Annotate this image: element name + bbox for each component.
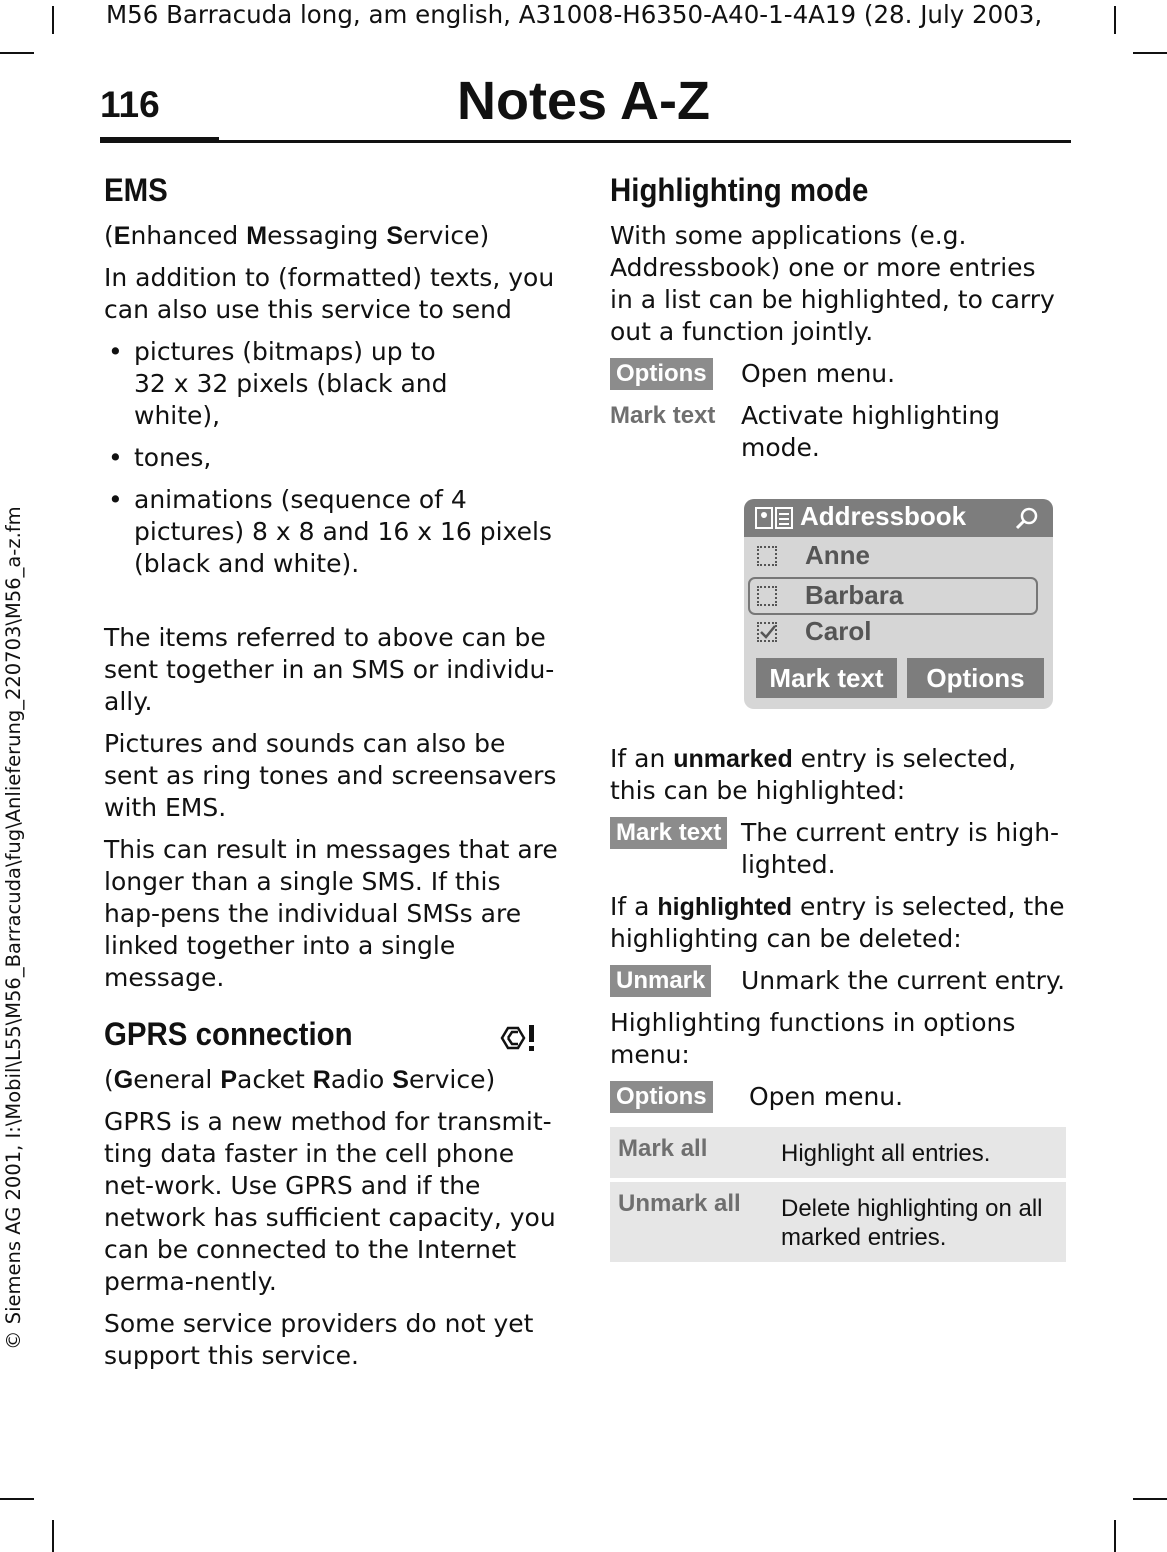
- gprs-paragraph: GPRS is a new method for transmit-ting data faster in the cell phone net-work. Use GPRS and if the network has sufficient capacity, you can be connected to the Internet perma-nently.: [104, 1107, 556, 1296]
- crop-mark: [1114, 1520, 1116, 1552]
- crop-mark: [0, 52, 34, 54]
- right-column-lower: [610, 743, 1066, 1266]
- gprs-expansion: (General Packet Radio Service): [104, 1065, 496, 1094]
- key-description: Unmark the current entry.: [741, 966, 1066, 995]
- crop-mark: [1114, 6, 1116, 34]
- unmark-softkey[interactable]: Unmark: [610, 965, 711, 997]
- functions-intro: Highlighting functions in options menu:: [610, 1008, 1016, 1069]
- title-rule-accent: [100, 137, 219, 143]
- key-description: Open menu.: [741, 359, 896, 388]
- addressbook-icon: [754, 505, 794, 531]
- crop-mark: [52, 6, 54, 34]
- page-number: 116: [100, 84, 160, 125]
- key-description: Open menu.: [749, 1082, 904, 1111]
- gprs-heading: GPRS connection: [104, 1016, 353, 1052]
- list-item: • tones,: [104, 442, 564, 474]
- entry-name: Anne: [805, 540, 870, 570]
- ems-paragraph: Pictures and sounds can also be sent as ring tones and screensavers with EMS.: [104, 729, 557, 822]
- highlighting-intro: With some applications (e.g. Addressbook) one or more entries in a list can be highlighted, to carry out a function jointly.: [610, 221, 1055, 346]
- key-description: Activate highlighting mode.: [741, 401, 1000, 462]
- running-head: M56 Barracuda long, am english, A31008-H6350-A40-1-4A19 (28. July 2003,: [106, 0, 1043, 29]
- ems-expansion: (Enhanced Messaging Service): [104, 221, 490, 250]
- list-item: • animations (sequence of 4 pictures) 8 x 8 and 16 x 16 pixels (black and white).: [104, 484, 559, 580]
- mark-text-button[interactable]: Mark text: [756, 658, 897, 698]
- options-button[interactable]: Options: [907, 658, 1044, 698]
- entry-name: Carol: [805, 616, 872, 646]
- phone-title-bar: [744, 499, 1053, 537]
- option-name: Mark all: [610, 1127, 773, 1178]
- options-softkey[interactable]: Options: [610, 358, 713, 390]
- list-item: • pictures (bitmaps) up to 32 x 32 pixels (black and white),: [104, 336, 464, 432]
- options-softkey[interactable]: Options: [610, 1081, 713, 1113]
- option-name: Unmark all: [610, 1182, 773, 1262]
- unmarked-paragraph: If an unmarked entry is selected, this can be highlighted:: [610, 744, 1017, 805]
- options-table: [610, 1123, 1066, 1266]
- ems-heading: EMS: [104, 172, 168, 208]
- crop-mark: [1133, 1498, 1167, 1500]
- phone-screen: [744, 499, 1053, 709]
- list-item[interactable]: [744, 613, 1053, 651]
- side-copyright: [2, 506, 32, 1380]
- crop-mark: [0, 1498, 34, 1500]
- highlighted-paragraph: If a highlighted entry is selected, the highlighting can be deleted:: [610, 892, 1065, 953]
- left-column: [104, 170, 564, 1382]
- checkbox-unmarked-icon: [757, 586, 777, 606]
- right-column: [610, 170, 1066, 474]
- crop-mark: [52, 1520, 54, 1552]
- list-item-selected[interactable]: [748, 577, 1038, 615]
- mark-text-softkey[interactable]: Mark text: [610, 817, 727, 849]
- crop-mark: [1133, 52, 1167, 54]
- search-icon[interactable]: [1014, 507, 1040, 531]
- ems-bullet-list: [104, 336, 564, 580]
- phone-title: Addressbook: [800, 501, 967, 531]
- key-row: [610, 817, 1066, 881]
- checkbox-unmarked-icon: [757, 546, 777, 566]
- table-row: [610, 1182, 1066, 1262]
- checkmark-icon: [758, 623, 778, 641]
- option-description: Highlight all entries.: [773, 1127, 1066, 1178]
- gprs-icon: [498, 1022, 538, 1054]
- table-row: [610, 1127, 1066, 1178]
- mark-text-label: Mark text: [610, 402, 716, 429]
- option-description: Delete highlighting on all marked entries.: [773, 1182, 1066, 1262]
- entry-name: Barbara: [805, 580, 904, 610]
- gprs-heading-row: [104, 1014, 564, 1054]
- key-row: [610, 358, 1066, 390]
- side-copyright-text: © Siemens AG 2001, I:\Mobil\L55\M56_Barracuda\fug\Anlieferung_220703\M56_a-z.fm: [2, 506, 25, 1350]
- key-row: [610, 400, 1066, 464]
- highlighting-heading: Highlighting mode: [610, 172, 869, 208]
- key-row: [610, 1081, 1066, 1113]
- page-title: Notes A-Z: [457, 71, 710, 131]
- ems-paragraph: This can result in messages that are longer than a single SMS. If this hap-pens the individual SMSs are linked together into a single message.: [104, 835, 558, 992]
- list-item[interactable]: [744, 537, 1053, 575]
- key-row: [610, 965, 1066, 997]
- ems-paragraph: The items referred to above can be sent together in an SMS or individu-ally.: [104, 623, 555, 716]
- key-description: The current entry is high-lighted.: [741, 818, 1060, 879]
- ems-intro: In addition to (formatted) texts, you can also use this service to send: [104, 263, 555, 324]
- title-rule: [100, 140, 1071, 143]
- gprs-paragraph: Some service providers do not yet support this service.: [104, 1309, 534, 1370]
